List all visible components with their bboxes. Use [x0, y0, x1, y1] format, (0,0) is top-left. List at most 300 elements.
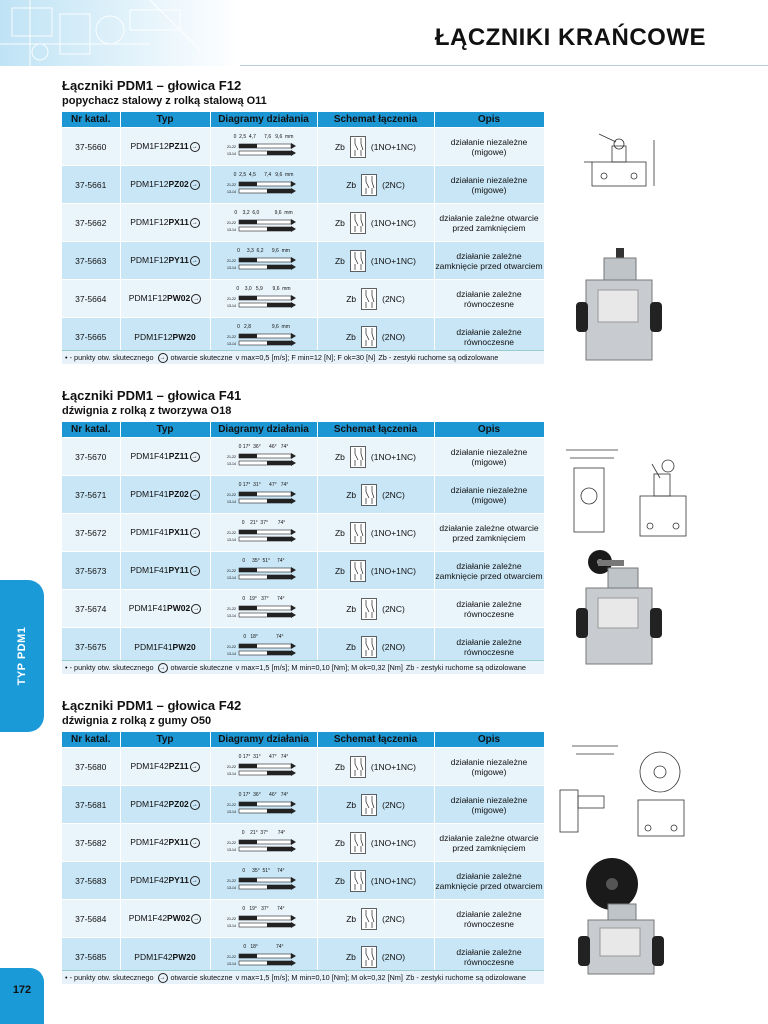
zb-label: Zb [334, 761, 345, 772]
description: działanie zależne równoczesne [434, 900, 544, 938]
column-header: Schemat łączenia [317, 422, 434, 438]
catalog-number: 37-5673 [62, 552, 120, 590]
positive-opening-icon: → [191, 567, 198, 574]
positive-opening-icon: → [191, 219, 198, 226]
product-type [120, 900, 210, 938]
contact-config: (1NO+1NC) [370, 527, 417, 538]
table-row [62, 900, 544, 938]
operation-diagram [210, 476, 317, 514]
positive-opening-icon: → [191, 877, 198, 884]
description: działanie zależne zamknięcie przed otwarciem [434, 552, 544, 590]
page-title: ŁĄCZNIKI KRAŃCOWE [434, 24, 706, 51]
contact-config: (1NO+1NC) [370, 451, 417, 462]
svg-text:13-14: 13-14 [226, 341, 236, 346]
legend-item: • - punkty otw. skutecznego [65, 663, 154, 672]
table-header-row [62, 112, 544, 128]
column-header: Nr katal. [62, 422, 120, 438]
column-header: Nr katal. [62, 732, 120, 748]
positive-opening-icon: → [191, 257, 198, 264]
diagram-scale: 0 19° 37° 74° [242, 905, 285, 912]
type-prefix: PDM1F41 [130, 565, 169, 576]
contact-symbol-icon [361, 598, 377, 620]
contact-symbol-icon [350, 870, 366, 892]
section-title: Łączniki PDM1 – głowica F12 [62, 78, 242, 93]
type-prefix: PDM1F42 [128, 913, 168, 924]
svg-text:21-22: 21-22 [226, 764, 236, 769]
catalog-number: 37-5674 [62, 590, 120, 628]
section-f41 [62, 388, 544, 678]
description: działanie niezależne (migowe) [434, 438, 544, 476]
operation-diagram [210, 128, 317, 166]
description: działanie zależne równoczesne [434, 318, 544, 356]
zb-label: Zb [334, 451, 345, 462]
legend-item: v max=1,5 [m/s]; M min=0,10 [Nm]; M ok=0,32 [Nm] [235, 663, 403, 672]
svg-text:21-22: 21-22 [226, 568, 236, 573]
type-suffix: PZ02 [168, 799, 189, 810]
positive-opening-icon: → [191, 839, 198, 846]
type-suffix: PW02 [167, 913, 191, 924]
operation-diagram [210, 514, 317, 552]
contact-config: (1NO+1NC) [370, 217, 417, 228]
description: działanie zależne zamknięcie przed otwarciem [434, 862, 544, 900]
description: działanie zależne otwarcie przed zamknięciem [434, 204, 544, 242]
svg-text:21-22: 21-22 [226, 802, 236, 807]
svg-text:21-22: 21-22 [226, 144, 236, 149]
zb-label: Zb [334, 875, 345, 886]
positive-opening-icon: → [191, 491, 198, 498]
positive-opening-icon: → [191, 453, 198, 460]
legend-item: v max=0,5 [m/s]; F min=12 [N]; F ok=30 [N] [235, 353, 376, 362]
zb-label: Zb [345, 331, 356, 342]
operation-diagram [210, 900, 317, 938]
description: działanie zależne otwarcie przed zamknięciem [434, 824, 544, 862]
operation-diagram [210, 786, 317, 824]
type-suffix: PZ11 [168, 451, 189, 462]
svg-text:21-22: 21-22 [226, 606, 236, 611]
diagram-scale: 0 21° 37° 74° [241, 829, 286, 836]
type-suffix: PZ02 [168, 179, 189, 190]
zb-label: Zb [346, 603, 357, 614]
type-suffix: PZ02 [168, 489, 189, 500]
diagram-scale: 0 17° 31° 47° 74° [238, 481, 289, 488]
diagram-scale: 0 35° 51° 74° [242, 557, 285, 564]
svg-text:21-22: 21-22 [226, 334, 236, 339]
contact-config: (2NC) [382, 799, 405, 810]
product-type [120, 204, 210, 242]
contact-config: (2NO) [381, 331, 406, 342]
description: działanie niezależne (migowe) [434, 128, 544, 166]
type-suffix: PY11 [168, 875, 189, 886]
page-number: 172 [12, 984, 32, 996]
operation-diagram [210, 242, 317, 280]
table-row [62, 514, 544, 552]
svg-text:13-14: 13-14 [226, 613, 236, 618]
product-type [120, 552, 210, 590]
svg-text:21-22: 21-22 [226, 492, 236, 497]
svg-text:13-14: 13-14 [226, 847, 236, 852]
catalog-number: 37-5680 [62, 748, 120, 786]
zb-label: Zb [345, 641, 356, 652]
table-row [62, 128, 544, 166]
catalog-number: 37-5671 [62, 476, 120, 514]
catalog-number: 37-5660 [62, 128, 120, 166]
type-suffix: PX11 [168, 217, 189, 228]
type-suffix: PW02 [167, 293, 191, 304]
svg-text:13-14: 13-14 [226, 771, 236, 776]
type-prefix: PDM1F12 [130, 217, 169, 228]
wiring-scheme [317, 862, 434, 900]
zb-label: Zb [334, 255, 345, 266]
catalog-number: 37-5675 [62, 628, 120, 666]
operation-diagram [210, 748, 317, 786]
contact-symbol-icon [361, 946, 377, 968]
section-f12 [62, 78, 544, 368]
diagram-scale: 0 17° 36° 46° 74° [238, 443, 289, 450]
table-row [62, 280, 544, 318]
description: działanie zależne zamknięcie przed otwarciem [434, 242, 544, 280]
diagram-scale: 0 35° 51° 74° [242, 867, 285, 874]
zb-label: Zb [334, 217, 345, 228]
column-header: Nr katal. [62, 112, 120, 128]
svg-text:21-22: 21-22 [226, 182, 236, 187]
legend-item: otwarcie skuteczne [170, 973, 233, 982]
type-suffix: PX11 [168, 837, 189, 848]
wiring-scheme [317, 590, 434, 628]
column-header: Typ [120, 422, 210, 438]
product-type [120, 514, 210, 552]
zb-label: Zb [345, 951, 356, 962]
product-photo-f41 [576, 548, 662, 668]
table-header-row [62, 422, 544, 438]
type-suffix: PW02 [167, 603, 191, 614]
svg-text:13-14: 13-14 [226, 961, 236, 966]
legend-item: otwarcie skuteczne [170, 353, 233, 362]
type-prefix: PDM1F42 [130, 799, 169, 810]
type-prefix: PDM1F41 [128, 603, 168, 614]
table-legend [62, 970, 544, 984]
wiring-scheme [317, 476, 434, 514]
positive-opening-icon: → [159, 355, 166, 362]
contact-symbol-icon [361, 326, 377, 348]
wiring-scheme [317, 786, 434, 824]
type-prefix: PDM1F41 [130, 527, 169, 538]
section-subtitle: dźwignia z rolką z tworzywa O18 [62, 405, 232, 417]
description: działanie zależne równoczesne [434, 628, 544, 666]
description: działanie zależne otwarcie przed zamknięciem [434, 514, 544, 552]
wiring-scheme [317, 438, 434, 476]
type-suffix: PW20 [172, 951, 196, 962]
table-row [62, 552, 544, 590]
description: działanie zależne równoczesne [434, 280, 544, 318]
contact-config: (2NO) [381, 641, 406, 652]
positive-opening-icon: → [191, 143, 198, 150]
operation-diagram [210, 590, 317, 628]
zb-label: Zb [334, 141, 345, 152]
diagram-scale: 0 17° 36° 46° 74° [238, 791, 289, 798]
header-technical-artwork [0, 0, 240, 66]
zb-label: Zb [334, 565, 345, 576]
contact-symbol-icon [361, 484, 377, 506]
positive-opening-icon: → [191, 763, 198, 770]
contact-config: (2NC) [382, 179, 405, 190]
description: działanie zależne równoczesne [434, 590, 544, 628]
svg-text:13-14: 13-14 [226, 575, 236, 580]
product-table [62, 422, 545, 665]
header-divider [240, 65, 768, 66]
type-prefix: PDM1F42 [130, 837, 169, 848]
svg-text:13-14: 13-14 [226, 885, 236, 890]
contact-config: (2NC) [382, 489, 405, 500]
description: działanie niezależne (migowe) [434, 786, 544, 824]
section-f42 [62, 698, 544, 988]
contact-config: (1NO+1NC) [370, 565, 417, 576]
product-type [120, 590, 210, 628]
column-header: Opis [434, 112, 544, 128]
zb-label: Zb [346, 913, 357, 924]
type-prefix: PDM1F12 [130, 141, 169, 152]
contact-symbol-icon [361, 636, 377, 658]
zb-label: Zb [334, 837, 345, 848]
contact-symbol-icon [361, 174, 377, 196]
table-legend [62, 350, 544, 364]
product-photo-f42 [574, 856, 664, 976]
diagram-scale: 0 21° 37° 74° [241, 519, 286, 526]
catalog-number: 37-5685 [62, 938, 120, 976]
catalog-number: 37-5670 [62, 438, 120, 476]
product-table [62, 112, 545, 355]
table-row [62, 242, 544, 280]
zb-label: Zb [334, 527, 345, 538]
svg-text:21-22: 21-22 [226, 916, 236, 921]
section-subtitle: popychacz stalowy z rolką stalową O11 [62, 95, 267, 107]
operation-diagram [210, 552, 317, 590]
diagram-scale: 0 2,5 4,7 7,6 9,6 mm [233, 133, 294, 140]
table-row [62, 862, 544, 900]
contact-config: (2NO) [381, 951, 406, 962]
zb-label: Zb [346, 293, 357, 304]
product-type [120, 786, 210, 824]
contact-config: (1NO+1NC) [370, 255, 417, 266]
contact-symbol-icon [350, 212, 366, 234]
table-row [62, 204, 544, 242]
wiring-scheme [317, 514, 434, 552]
positive-opening-icon: → [193, 605, 200, 612]
operation-diagram [210, 862, 317, 900]
dimension-drawing-f42 [556, 742, 704, 842]
table-row [62, 166, 544, 204]
legend-item: Zb - zestyki ruchome są odizolowane [378, 353, 499, 362]
diagram-scale: 0 2,8 9,6 mm [237, 323, 290, 330]
side-tab [0, 580, 44, 732]
wiring-scheme [317, 242, 434, 280]
description: działanie niezależne (migowe) [434, 748, 544, 786]
column-header: Schemat łączenia [317, 112, 434, 128]
positive-opening-icon: → [191, 529, 198, 536]
type-prefix: PDM1F41 [130, 489, 169, 500]
diagram-scale: 0 18° 74° [243, 943, 284, 950]
contact-config: (1NO+1NC) [370, 761, 417, 772]
wiring-scheme [317, 128, 434, 166]
positive-opening-icon: → [193, 915, 200, 922]
type-suffix: PZ11 [168, 761, 189, 772]
operation-diagram [210, 438, 317, 476]
wiring-scheme [317, 552, 434, 590]
wiring-scheme [317, 166, 434, 204]
svg-text:21-22: 21-22 [226, 454, 236, 459]
diagram-scale: 0 3,0 5,9 9,6 mm [236, 285, 291, 292]
type-prefix: PDM1F41 [130, 451, 169, 462]
contact-symbol-icon [350, 522, 366, 544]
table-row [62, 748, 544, 786]
svg-text:21-22: 21-22 [226, 220, 236, 225]
svg-text:13-14: 13-14 [226, 651, 236, 656]
operation-diagram [210, 166, 317, 204]
table-header-row [62, 732, 544, 748]
svg-text:13-14: 13-14 [226, 809, 236, 814]
dimension-drawing-f41 [556, 446, 700, 544]
operation-diagram [210, 824, 317, 862]
contact-symbol-icon [350, 136, 366, 158]
product-type [120, 476, 210, 514]
type-prefix: PDM1F42 [134, 951, 173, 962]
svg-text:21-22: 21-22 [226, 878, 236, 883]
zb-label: Zb [346, 799, 357, 810]
svg-text:13-14: 13-14 [226, 537, 236, 542]
description: działanie zależne równoczesne [434, 938, 544, 976]
svg-text:13-14: 13-14 [226, 303, 236, 308]
catalog-number: 37-5683 [62, 862, 120, 900]
column-header: Schemat łączenia [317, 732, 434, 748]
svg-text:21-22: 21-22 [226, 644, 236, 649]
contact-config: (1NO+1NC) [370, 837, 417, 848]
type-prefix: PDM1F41 [134, 641, 173, 652]
table-row [62, 824, 544, 862]
section-subtitle: dźwignia z rolką z gumy O50 [62, 715, 212, 727]
product-type [120, 862, 210, 900]
catalog-number: 37-5672 [62, 514, 120, 552]
product-type [120, 128, 210, 166]
diagram-scale: 0 2,5 4,5 7,4 9,6 mm [233, 171, 294, 178]
svg-text:13-14: 13-14 [226, 189, 236, 194]
section-title: Łączniki PDM1 – głowica F41 [62, 388, 242, 403]
table-legend [62, 660, 544, 674]
type-suffix: PZ11 [168, 141, 189, 152]
type-prefix: PDM1F12 [130, 179, 169, 190]
diagram-scale: 0 3,3 6,2 9,6 mm [237, 247, 290, 254]
contact-config: (2NC) [382, 293, 405, 304]
table-row [62, 786, 544, 824]
column-header: Diagramy działania [210, 422, 317, 438]
contact-config: (2NC) [382, 913, 405, 924]
contact-symbol-icon [361, 794, 377, 816]
page-number-tab [0, 968, 44, 1024]
positive-opening-icon: → [159, 975, 166, 982]
svg-text:13-14: 13-14 [226, 227, 236, 232]
contact-symbol-icon [350, 250, 366, 272]
contact-symbol-icon [361, 288, 377, 310]
type-prefix: PDM1F12 [134, 331, 173, 342]
dimension-drawing-f12 [584, 132, 668, 194]
diagram-scale: 0 3,2 6,0 9,6 mm [234, 209, 293, 216]
product-type [120, 166, 210, 204]
legend-item: • - punkty otw. skutecznego [65, 973, 154, 982]
product-table [62, 732, 545, 975]
column-header: Typ [120, 112, 210, 128]
description: działanie niezależne (migowe) [434, 166, 544, 204]
svg-text:13-14: 13-14 [226, 461, 236, 466]
type-suffix: PY11 [168, 565, 189, 576]
wiring-scheme [317, 824, 434, 862]
column-header: Diagramy działania [210, 112, 317, 128]
type-suffix: PW20 [172, 641, 196, 652]
legend-item: Zb - zestyki ruchome są odizolowane [405, 663, 526, 672]
operation-diagram [210, 204, 317, 242]
table-row [62, 590, 544, 628]
svg-text:21-22: 21-22 [226, 296, 236, 301]
type-prefix: PDM1F42 [130, 875, 169, 886]
wiring-scheme [317, 900, 434, 938]
type-suffix: PW20 [172, 331, 196, 342]
contact-config: (1NO+1NC) [370, 141, 417, 152]
type-prefix: PDM1F12 [128, 293, 168, 304]
catalog-number: 37-5661 [62, 166, 120, 204]
operation-diagram [210, 280, 317, 318]
section-title: Łączniki PDM1 – głowica F42 [62, 698, 242, 713]
description: działanie niezależne (migowe) [434, 476, 544, 514]
wiring-scheme [317, 748, 434, 786]
legend-item: otwarcie skuteczne [170, 663, 233, 672]
type-prefix: PDM1F12 [130, 255, 169, 266]
type-prefix: PDM1F42 [130, 761, 169, 772]
catalog-number: 37-5665 [62, 318, 120, 356]
legend-item: • - punkty otw. skutecznego [65, 353, 154, 362]
side-tab-label: TYP PDM1 [16, 626, 28, 686]
column-header: Typ [120, 732, 210, 748]
legend-item: v max=1,5 [m/s]; M min=0,10 [Nm]; M ok=0,32 [Nm] [235, 973, 403, 982]
table-row [62, 476, 544, 514]
column-header: Opis [434, 422, 544, 438]
catalog-number: 37-5681 [62, 786, 120, 824]
svg-text:21-22: 21-22 [226, 954, 236, 959]
column-header: Opis [434, 732, 544, 748]
svg-text:13-14: 13-14 [226, 151, 236, 156]
positive-opening-icon: → [193, 295, 200, 302]
zb-label: Zb [346, 489, 357, 500]
product-type [120, 280, 210, 318]
svg-text:21-22: 21-22 [226, 530, 236, 535]
product-type [120, 242, 210, 280]
diagram-scale: 0 17° 31° 47° 74° [238, 753, 289, 760]
diagram-scale: 0 19° 37° 74° [242, 595, 285, 602]
product-type [120, 824, 210, 862]
catalog-number: 37-5664 [62, 280, 120, 318]
product-type [120, 438, 210, 476]
positive-opening-icon: → [159, 665, 166, 672]
catalog-number: 37-5662 [62, 204, 120, 242]
product-type [120, 748, 210, 786]
catalog-number: 37-5682 [62, 824, 120, 862]
contact-config: (1NO+1NC) [370, 875, 417, 886]
catalog-number: 37-5663 [62, 242, 120, 280]
contact-symbol-icon [350, 832, 366, 854]
table-row [62, 438, 544, 476]
legend-item: Zb - zestyki ruchome są odizolowane [405, 973, 526, 982]
contact-symbol-icon [361, 908, 377, 930]
type-suffix: PX11 [168, 527, 189, 538]
column-header: Diagramy działania [210, 732, 317, 748]
wiring-scheme [317, 204, 434, 242]
positive-opening-icon: → [191, 181, 198, 188]
